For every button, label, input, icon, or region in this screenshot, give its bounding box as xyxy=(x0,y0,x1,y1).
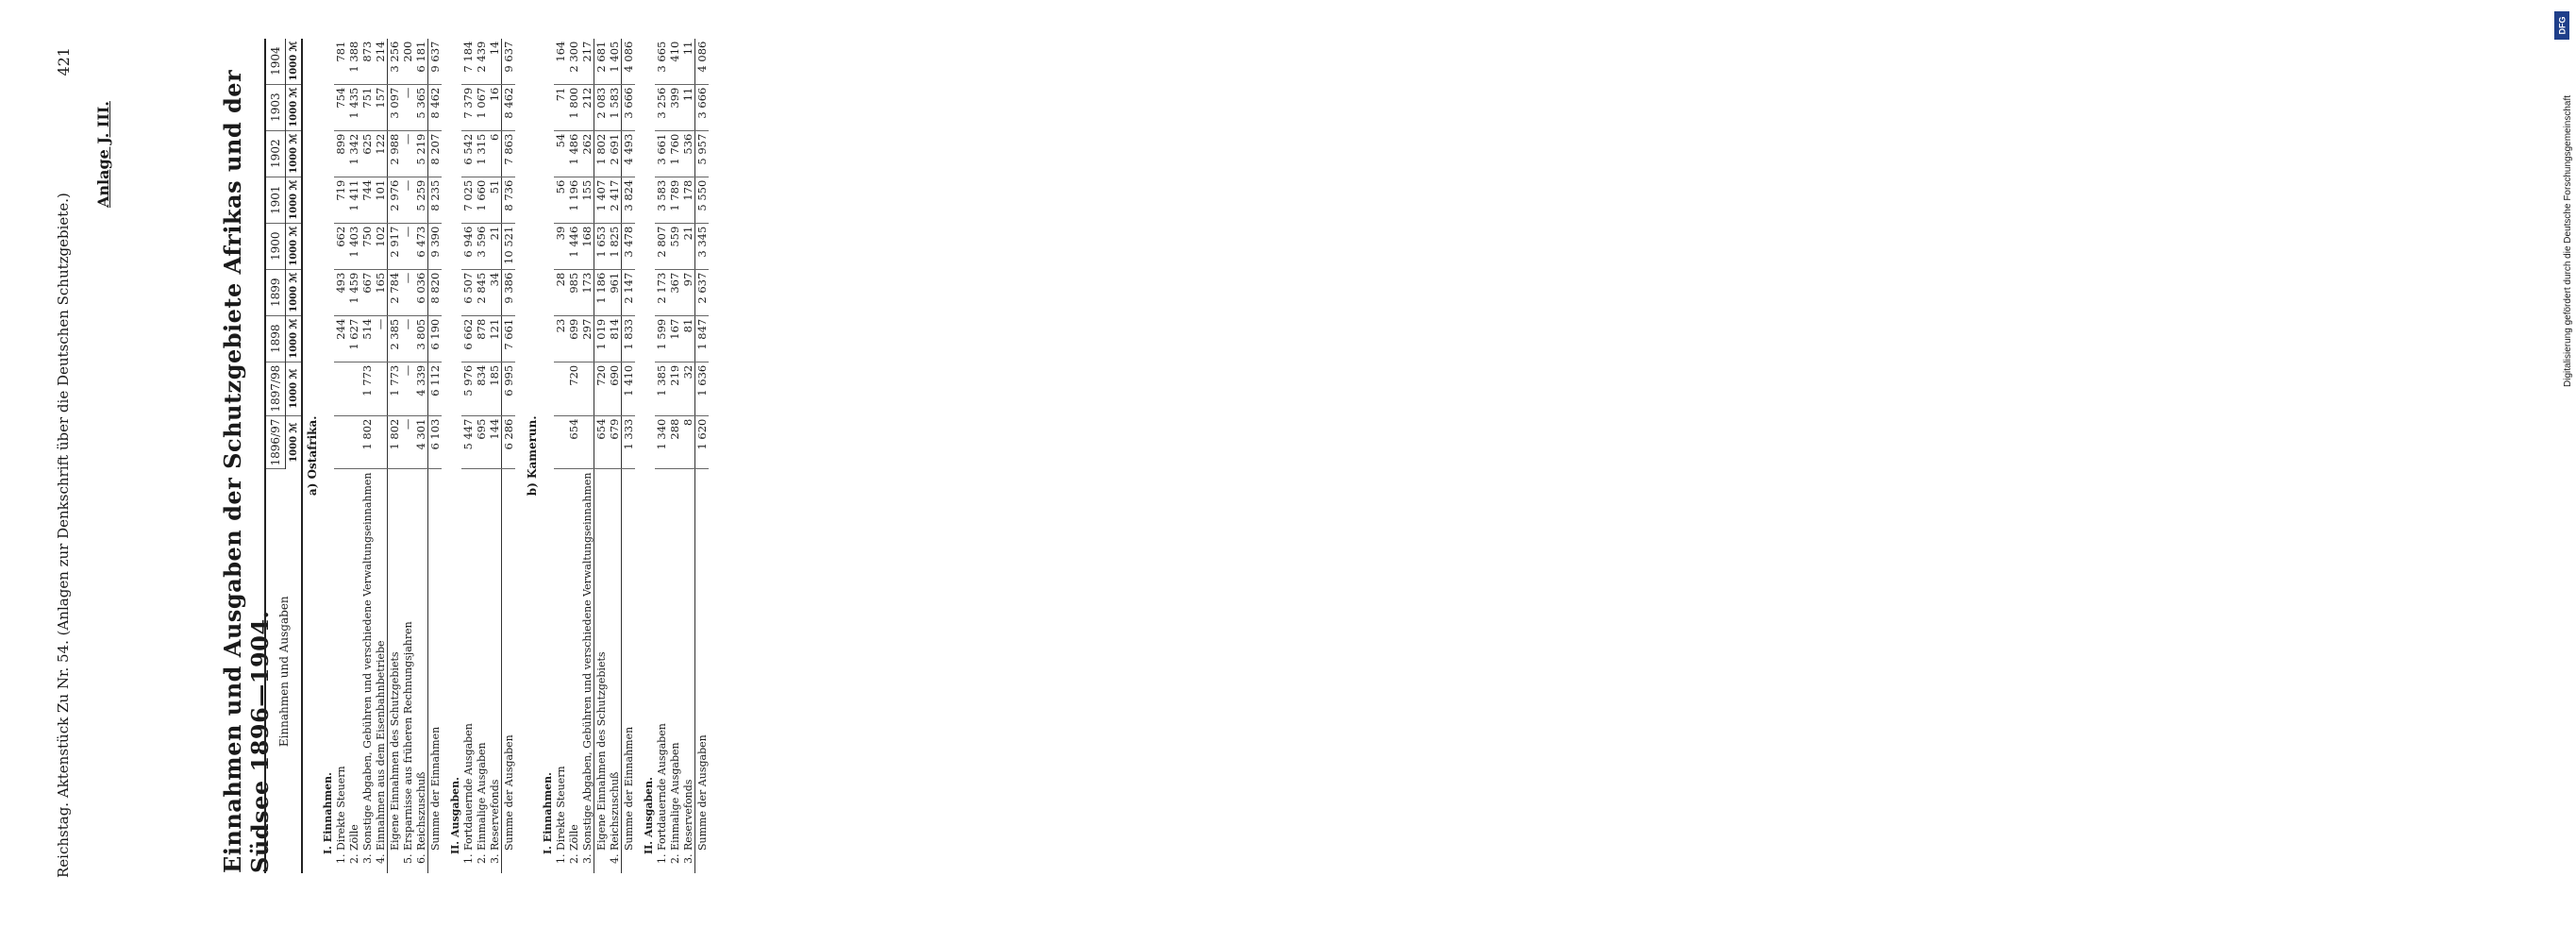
cell-value: 2 917 xyxy=(388,223,402,269)
group-title: I. Einnahmen. xyxy=(542,772,554,854)
table-row xyxy=(502,39,516,873)
cell-value: 157 xyxy=(374,84,388,130)
cell-value xyxy=(580,362,594,415)
row-label: 6. Reichszuschuß xyxy=(414,771,427,864)
cell-value: 39 xyxy=(554,223,567,269)
cell-value: 262 xyxy=(580,130,594,177)
row-label: 3. Reservefonds xyxy=(488,779,501,864)
cell-value: 3 478 xyxy=(622,223,636,269)
column-unit: 1000 ℳ xyxy=(286,177,303,223)
row-label: 2. Einmalige Ausgaben xyxy=(475,742,488,864)
row-label: Summe der Einnahmen xyxy=(622,469,636,873)
section-title: a) Ostafrika. xyxy=(306,415,319,497)
cell-value: 2 976 xyxy=(388,177,402,223)
table-row xyxy=(681,39,695,873)
cell-value: 28 xyxy=(554,269,567,315)
cell-value: 23 xyxy=(554,315,567,362)
row-header: Einnahmen und Ausgaben xyxy=(265,469,302,873)
cell-value: 244 xyxy=(334,315,347,362)
cell-value: 6 181 xyxy=(414,39,428,85)
running-header xyxy=(52,47,75,878)
column-unit: 1000 ℳ xyxy=(286,269,303,315)
cell-value: 985 xyxy=(567,269,580,315)
table-row xyxy=(414,39,428,873)
column-header-row xyxy=(265,39,286,873)
cell-value: 9 637 xyxy=(428,39,443,85)
cell-value: 1 405 xyxy=(608,39,622,85)
cell-value: 3 256 xyxy=(655,84,668,130)
table-row xyxy=(567,39,580,873)
cell-value: 1 653 xyxy=(594,223,609,269)
cell-value: 2 784 xyxy=(388,269,402,315)
cell-value: 7 184 xyxy=(461,39,475,85)
cell-value: 212 xyxy=(580,84,594,130)
cell-value: 34 xyxy=(488,269,502,315)
cell-value: 2 691 xyxy=(608,130,622,177)
cell-value: 219 xyxy=(668,362,681,415)
column-year: 1897/98 xyxy=(265,362,286,415)
cell-value: 2 637 xyxy=(695,269,710,315)
cell-value: 144 xyxy=(488,415,502,469)
cell-value: 1 333 xyxy=(622,415,636,469)
cell-value: 9 637 xyxy=(502,39,516,85)
cell-value: — xyxy=(401,177,414,223)
cell-value: 122 xyxy=(374,130,388,177)
cell-value: — xyxy=(401,269,414,315)
table-row xyxy=(360,39,374,873)
column-year: 1902 xyxy=(265,130,286,177)
cell-value: 2 083 xyxy=(594,84,609,130)
cell-value: 2 385 xyxy=(388,315,402,362)
cell-value: 6 946 xyxy=(461,223,475,269)
cell-value: 101 xyxy=(374,177,388,223)
cell-value: 834 xyxy=(475,362,488,415)
cell-value: 3 824 xyxy=(622,177,636,223)
column-unit: 1000 ℳ xyxy=(286,315,303,362)
digitization-note: Digitalisierung gefördert durch die Deutsche Forschungsgemeinschaft xyxy=(2563,94,2573,387)
digitization-sidebar xyxy=(1269,0,2573,944)
cell-value: 8 462 xyxy=(428,84,443,130)
cell-value: 719 xyxy=(334,177,347,223)
column-unit: 1000 ℳ xyxy=(286,415,303,469)
column-unit: 1000 ℳ xyxy=(286,84,303,130)
cell-value: — xyxy=(401,130,414,177)
cell-value: 1 435 xyxy=(347,84,360,130)
table-row xyxy=(594,39,609,873)
cell-value: 3 583 xyxy=(655,177,668,223)
cell-value: 1 410 xyxy=(622,362,636,415)
cell-value: 1 660 xyxy=(475,177,488,223)
cell-value: 21 xyxy=(488,223,502,269)
cell-value: 1 446 xyxy=(567,223,580,269)
cell-value: 720 xyxy=(594,362,609,415)
cell-value: 7 661 xyxy=(502,315,516,362)
cell-value: 654 xyxy=(567,415,580,469)
dfg-logo: DFG xyxy=(2554,11,2569,40)
row-label: 1. Direkte Steuern xyxy=(334,766,347,864)
row-label: Summe der Ausgaben xyxy=(502,469,516,873)
cell-value: 2 417 xyxy=(608,177,622,223)
cell-value: 3 345 xyxy=(695,223,710,269)
row-label: 5. Ersparnisse aus früheren Rechnungsjahren xyxy=(401,621,414,864)
cell-value: 6 036 xyxy=(414,269,428,315)
cell-value: 667 xyxy=(360,269,374,315)
cell-value: 6 286 xyxy=(502,415,516,469)
cell-value: — xyxy=(401,415,414,469)
cell-value: 6 662 xyxy=(461,315,475,362)
cell-value: 164 xyxy=(554,39,567,85)
row-label: 1. Direkte Steuern xyxy=(554,766,567,864)
cell-value: 1 407 xyxy=(594,177,609,223)
cell-value: 9 390 xyxy=(428,223,443,269)
section-title: b) Kamerun. xyxy=(526,415,539,497)
cell-value: 5 550 xyxy=(695,177,710,223)
cell-value: 288 xyxy=(668,415,681,469)
cell-value: 6 103 xyxy=(428,415,443,469)
table-row xyxy=(401,39,414,873)
cell-value: 8 235 xyxy=(428,177,443,223)
cell-value: 4 301 xyxy=(414,415,428,469)
row-label: Eigene Einnahmen des Schutzgebiets xyxy=(388,469,402,873)
cell-value: 899 xyxy=(334,130,347,177)
cell-value: 625 xyxy=(360,130,374,177)
cell-value xyxy=(554,415,567,469)
cell-value: 1 340 xyxy=(655,415,668,469)
cell-value: 878 xyxy=(475,315,488,362)
cell-value: 1 342 xyxy=(347,130,360,177)
cell-value: 3 666 xyxy=(695,84,710,130)
cell-value: 1 599 xyxy=(655,315,668,362)
cell-value: 5 365 xyxy=(414,84,428,130)
cell-value: 961 xyxy=(608,269,622,315)
cell-value: 54 xyxy=(554,130,567,177)
cell-value: 695 xyxy=(475,415,488,469)
column-year: 1900 xyxy=(265,223,286,269)
cell-value: 8 820 xyxy=(428,269,443,315)
document-title: Einnahmen und Ausgaben der Schutzgebiete Afrikas und der Südsee 1896—1904. xyxy=(219,69,274,873)
column-year: 1901 xyxy=(265,177,286,223)
cell-value: 750 xyxy=(360,223,374,269)
column-year: 1896/97 xyxy=(265,415,286,469)
group-title: II. Ausgaben. xyxy=(449,776,461,854)
cell-value: 8 207 xyxy=(428,130,443,177)
column-unit: 1000 ℳ xyxy=(286,130,303,177)
column-year: 1904 xyxy=(265,39,286,85)
table-row xyxy=(608,39,622,873)
cell-value: 14 xyxy=(488,39,502,85)
cell-value: 1 636 xyxy=(695,362,710,415)
cell-value: 3 665 xyxy=(655,39,668,85)
cell-value: 102 xyxy=(374,223,388,269)
cell-value: 1 196 xyxy=(567,177,580,223)
table-row xyxy=(580,39,594,873)
cell-value: 6 xyxy=(488,130,502,177)
cell-value: 3 596 xyxy=(475,223,488,269)
cell-value: 1 802 xyxy=(388,415,402,469)
cell-value: 2 300 xyxy=(567,39,580,85)
cell-value: 654 xyxy=(594,415,609,469)
cell-value: 1 833 xyxy=(622,315,636,362)
cell-value: 754 xyxy=(334,84,347,130)
row-label: 2. Zölle xyxy=(347,824,360,864)
cell-value: — xyxy=(401,362,414,415)
row-label: Eigene Einnahmen des Schutzgebiets xyxy=(594,469,609,873)
cell-value xyxy=(374,415,388,469)
row-label: 2. Einmalige Ausgaben xyxy=(668,742,681,864)
cell-value: 200 xyxy=(401,39,414,85)
table-row xyxy=(428,39,443,873)
cell-value: 2 173 xyxy=(655,269,668,315)
row-label: Summe der Einnahmen xyxy=(428,469,443,873)
cell-value: 1 186 xyxy=(594,269,609,315)
cell-value: 814 xyxy=(608,315,622,362)
row-label: Summe der Ausgaben xyxy=(695,469,710,873)
cell-value: 514 xyxy=(360,315,374,362)
table-row xyxy=(388,39,402,873)
cell-value xyxy=(334,415,347,469)
cell-value: 873 xyxy=(360,39,374,85)
cell-value: 56 xyxy=(554,177,567,223)
cell-value: 1 583 xyxy=(608,84,622,130)
table-row xyxy=(475,39,488,873)
cell-value: 9 386 xyxy=(502,269,516,315)
cell-value: 3 666 xyxy=(622,84,636,130)
cell-value: 167 xyxy=(668,315,681,362)
cell-value: 1 802 xyxy=(360,415,374,469)
cell-value: 178 xyxy=(681,177,695,223)
finance-table xyxy=(264,42,716,873)
cell-value: 5 957 xyxy=(695,130,710,177)
cell-value: 155 xyxy=(580,177,594,223)
cell-value: 51 xyxy=(488,177,502,223)
cell-value: 6 995 xyxy=(502,362,516,415)
table-row xyxy=(334,39,347,873)
group-title: II. Ausgaben. xyxy=(643,776,655,854)
cell-value: 1 620 xyxy=(695,415,710,469)
header-left: Reichstag. Aktenstück Zu Nr. 54. (Anlagen zur Denkschrift über die Deutschen Schutzgebiete.) xyxy=(55,193,72,878)
cell-value: 679 xyxy=(608,415,622,469)
cell-value: 1 789 xyxy=(668,177,681,223)
cell-value: 3 256 xyxy=(388,39,402,85)
column-year: 1899 xyxy=(265,269,286,315)
document-page xyxy=(0,0,1269,944)
table-row xyxy=(488,39,502,873)
group-title: I. Einnahmen. xyxy=(322,772,334,854)
cell-value: 559 xyxy=(668,223,681,269)
cell-value: 3 805 xyxy=(414,315,428,362)
cell-value: 6 542 xyxy=(461,130,475,177)
cell-value: 10 521 xyxy=(502,223,516,269)
column-unit: 1000 ℳ xyxy=(286,223,303,269)
cell-value: 751 xyxy=(360,84,374,130)
cell-value: 2 845 xyxy=(475,269,488,315)
cell-value: 32 xyxy=(681,362,695,415)
cell-value: 217 xyxy=(580,39,594,85)
cell-value: 8 736 xyxy=(502,177,516,223)
cell-value: 71 xyxy=(554,84,567,130)
cell-value: 121 xyxy=(488,315,502,362)
cell-value xyxy=(334,362,347,415)
cell-value: 7 863 xyxy=(502,130,516,177)
cell-value: 168 xyxy=(580,223,594,269)
cell-value: 493 xyxy=(334,269,347,315)
cell-value: 11 xyxy=(681,39,695,85)
cell-value xyxy=(347,415,360,469)
cell-value: 11 xyxy=(681,84,695,130)
cell-value: 399 xyxy=(668,84,681,130)
row-label: 1. Fortdauernde Ausgaben xyxy=(655,723,668,864)
cell-value: 1 385 xyxy=(655,362,668,415)
cell-value: 2 807 xyxy=(655,223,668,269)
row-label: 4. Reichszuschuß xyxy=(608,771,621,864)
cell-value: 6 507 xyxy=(461,269,475,315)
table-row xyxy=(374,39,388,873)
cell-value: 1 760 xyxy=(668,130,681,177)
cell-value: 8 xyxy=(681,415,695,469)
column-unit: 1000 ℳ xyxy=(286,362,303,415)
row-label: 4. Einnahmen aus dem Eisenbahnbetriebe xyxy=(374,640,387,864)
row-label: 2. Zölle xyxy=(567,824,580,864)
cell-value: 3 097 xyxy=(388,84,402,130)
cell-value: 410 xyxy=(668,39,681,85)
cell-value: 2 147 xyxy=(622,269,636,315)
cell-value: 3 661 xyxy=(655,130,668,177)
table-row xyxy=(347,39,360,873)
cell-value: 173 xyxy=(580,269,594,315)
column-year: 1903 xyxy=(265,84,286,130)
cell-value: 297 xyxy=(580,315,594,362)
cell-value: 1 486 xyxy=(567,130,580,177)
cell-value: 720 xyxy=(567,362,580,415)
cell-value: 5 219 xyxy=(414,130,428,177)
cell-value: 662 xyxy=(334,223,347,269)
cell-value: — xyxy=(374,315,388,362)
row-label: 3. Reservefonds xyxy=(681,779,694,864)
cell-value: 699 xyxy=(567,315,580,362)
cell-value: 744 xyxy=(360,177,374,223)
cell-value: 2 439 xyxy=(475,39,488,85)
cell-value: 185 xyxy=(488,362,502,415)
cell-value: 1 847 xyxy=(695,315,710,362)
cell-value: 1 802 xyxy=(594,130,609,177)
cell-value: 81 xyxy=(681,315,695,362)
cell-value xyxy=(347,362,360,415)
cell-value: 1 019 xyxy=(594,315,609,362)
table-row xyxy=(622,39,636,873)
cell-value: 7 379 xyxy=(461,84,475,130)
cell-value: — xyxy=(401,315,414,362)
column-year: 1898 xyxy=(265,315,286,362)
table-row xyxy=(668,39,681,873)
cell-value: 1 459 xyxy=(347,269,360,315)
cell-value: 8 462 xyxy=(502,84,516,130)
cell-value: 536 xyxy=(681,130,695,177)
cell-value: 4 493 xyxy=(622,130,636,177)
cell-value: 7 025 xyxy=(461,177,475,223)
cell-value: 6 112 xyxy=(428,362,443,415)
cell-value: 165 xyxy=(374,269,388,315)
cell-value: 5 976 xyxy=(461,362,475,415)
cell-value: 690 xyxy=(608,362,622,415)
cell-value: 1 403 xyxy=(347,223,360,269)
column-unit: 1000 ℳ xyxy=(286,39,303,85)
page-number: 421 xyxy=(54,47,73,76)
cell-value: 1 825 xyxy=(608,223,622,269)
table-row xyxy=(461,39,475,873)
cell-value: 21 xyxy=(681,223,695,269)
cell-value xyxy=(374,362,388,415)
cell-value: 2 988 xyxy=(388,130,402,177)
cell-value: 2 681 xyxy=(594,39,609,85)
cell-value: 214 xyxy=(374,39,388,85)
cell-value: 5 259 xyxy=(414,177,428,223)
cell-value: 6 190 xyxy=(428,315,443,362)
cell-value: 1 315 xyxy=(475,130,488,177)
row-label: 3. Sonstige Abgaben, Gebühren und verschiedene Verwaltungseinnahmen xyxy=(360,472,374,864)
cell-value: 1 773 xyxy=(360,362,374,415)
cell-value: 781 xyxy=(334,39,347,85)
cell-value: 367 xyxy=(668,269,681,315)
cell-value: 1 800 xyxy=(567,84,580,130)
cell-value: 1 773 xyxy=(388,362,402,415)
cell-value: 1 067 xyxy=(475,84,488,130)
row-label: 3. Sonstige Abgaben, Gebühren und verschiedene Verwaltungseinnahmen xyxy=(580,472,594,864)
cell-value: 97 xyxy=(681,269,695,315)
cell-value: 4 086 xyxy=(622,39,636,85)
cell-value: 4 086 xyxy=(695,39,710,85)
cell-value: 1 411 xyxy=(347,177,360,223)
cell-value: 6 473 xyxy=(414,223,428,269)
cell-value: — xyxy=(401,223,414,269)
cell-value: 4 339 xyxy=(414,362,428,415)
cell-value: — xyxy=(401,84,414,130)
cell-value xyxy=(554,362,567,415)
table-row xyxy=(655,39,668,873)
cell-value xyxy=(580,415,594,469)
row-label: 1. Fortdauernde Ausgaben xyxy=(461,723,475,864)
table-row xyxy=(695,39,710,873)
cell-value: 1 388 xyxy=(347,39,360,85)
annex-label: Anlage J. III. xyxy=(94,101,112,208)
cell-value: 16 xyxy=(488,84,502,130)
cell-value: 5 447 xyxy=(461,415,475,469)
table-row xyxy=(554,39,567,873)
cell-value: 1 627 xyxy=(347,315,360,362)
